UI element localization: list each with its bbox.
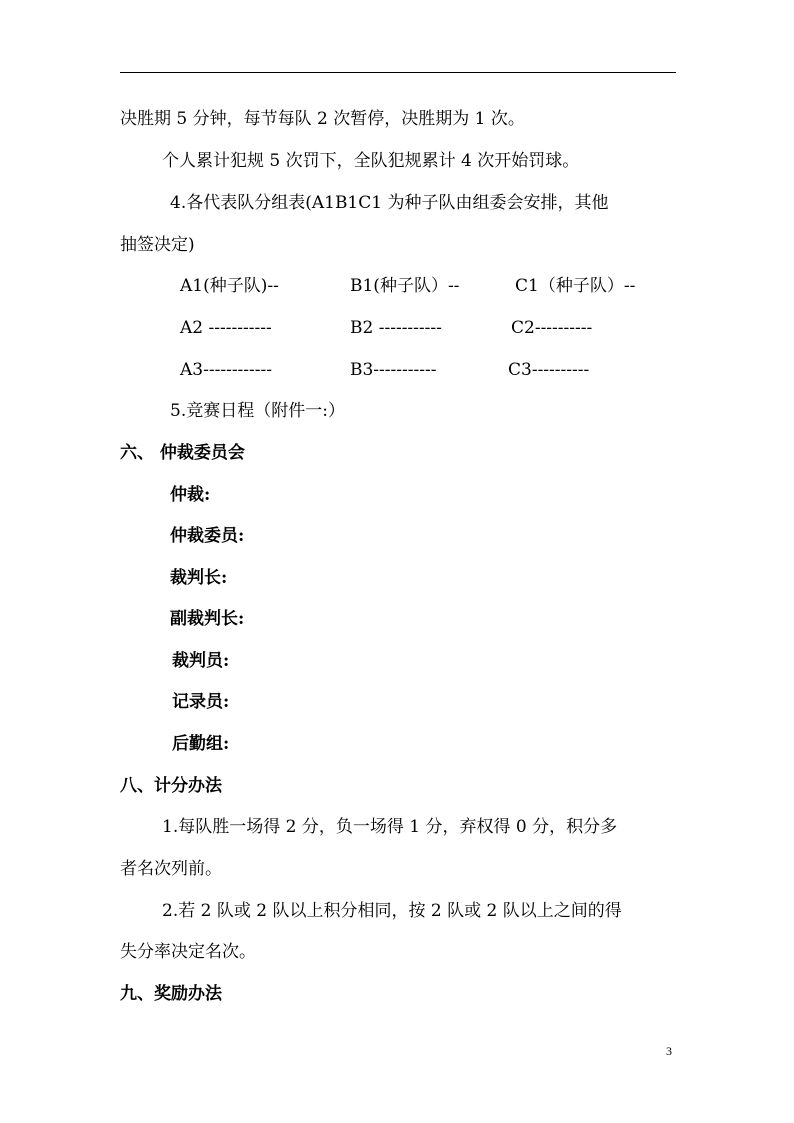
section-heading-awards: 九、奖励办法 (120, 984, 222, 1004)
page-number: 3 (666, 1044, 672, 1058)
paragraph-group-table-line2: 抽签决定) (120, 235, 195, 255)
section-heading-scoring: 八、计分办法 (120, 776, 222, 796)
role-referees: 裁判员: (172, 651, 230, 671)
section-heading-arbitration: 六、 仲裁委员会 (120, 443, 245, 463)
role-committee: 仲裁委员: (170, 526, 245, 546)
group-c1: C1（种子队）-- (515, 276, 636, 296)
group-c2: C2---------- (511, 318, 593, 338)
scoring-rule1-line2: 者名次列前。 (120, 859, 222, 879)
role-chief-referee: 裁判长: (170, 568, 228, 588)
paragraph-schedule: 5.竞赛日程（附件一:） (170, 401, 345, 421)
scoring-rule2-line1: 2.若 2 队或 2 队以上积分相同，按 2 队或 2 队以上之间的得 (162, 901, 622, 921)
group-b3: B3----------- (350, 360, 437, 380)
group-a1: A1(种子队)-- (180, 276, 279, 296)
header-rule (120, 72, 676, 73)
group-a2: A2 ----------- (180, 318, 272, 338)
group-c3: C3---------- (508, 360, 590, 380)
group-a3: A3------------ (180, 360, 273, 380)
scoring-rule2-line2: 失分率决定名次。 (120, 942, 256, 962)
group-b1: B1(种子队）-- (350, 276, 460, 296)
role-arbitrator: 仲裁: (170, 485, 211, 505)
paragraph-foul-rules: 个人累计犯规 5 次罚下，全队犯规累计 4 次开始罚球。 (162, 151, 580, 171)
paragraph-overtime-rules: 决胜期 5 分钟，每节每队 2 次暂停，决胜期为 1 次。 (120, 109, 525, 129)
group-b2: B2 ----------- (350, 318, 442, 338)
scoring-rule1-line1: 1.每队胜一场得 2 分，负一场得 1 分，弃权得 0 分，积分多 (162, 817, 618, 837)
role-recorders: 记录员: (172, 692, 230, 712)
role-logistics: 后勤组: (172, 734, 230, 754)
paragraph-group-table-line1: 4.各代表队分组表(A1B1C1 为种子队由组委会安排，其他 (170, 193, 609, 213)
role-deputy-chief-referee: 副裁判长: (170, 609, 245, 629)
